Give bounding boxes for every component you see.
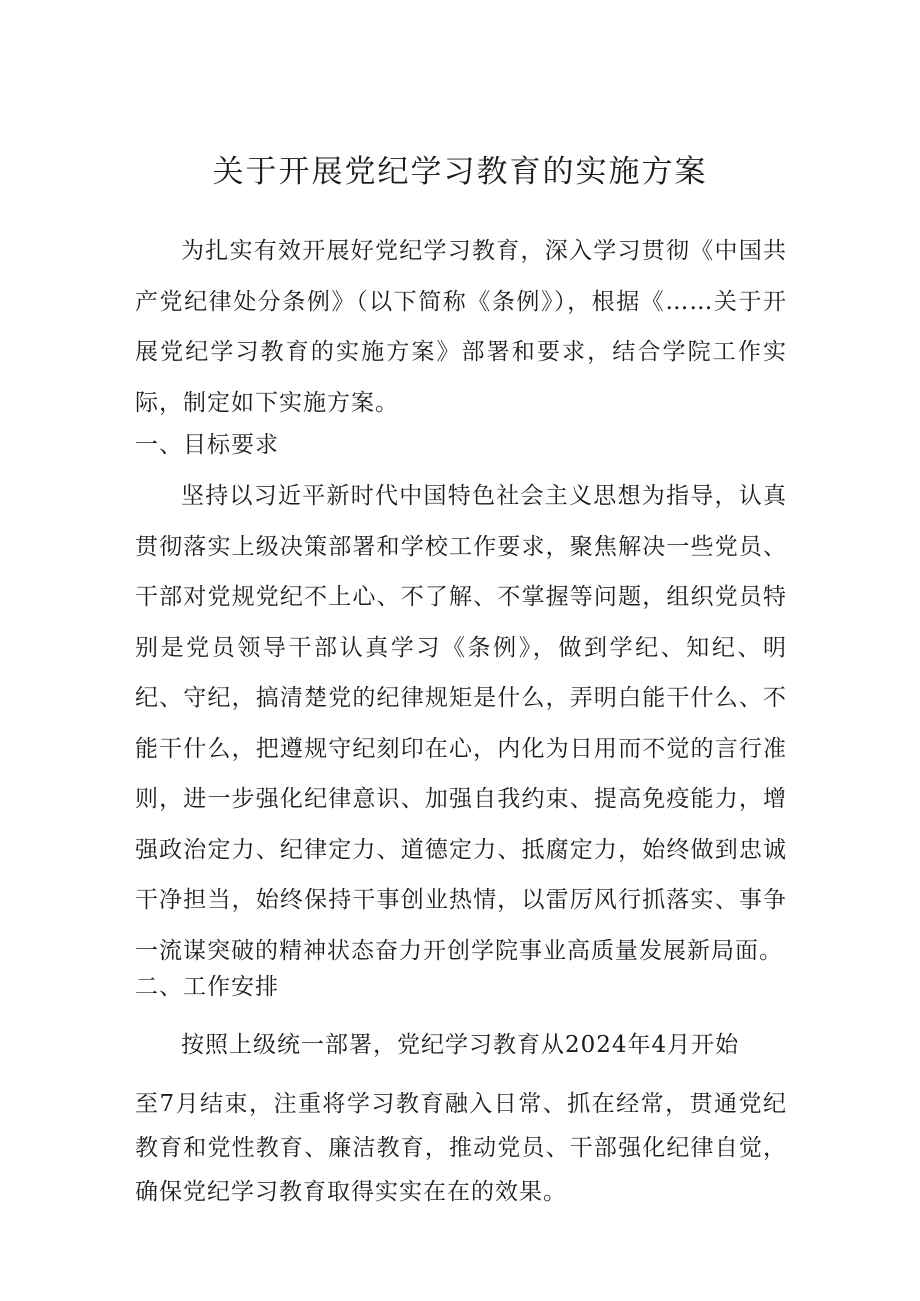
intro-paragraph: 为扎实有效开展好党纪学习教育，深入学习贯彻《中国共产党纪律处分条例》（以下简称《条例》），根据《……关于开展党纪学习教育的实施方案》部署和要求，结合学院工作实际，制定如下实施方案。: [135, 238, 787, 416]
arrangement-first-line: 按照上级统一部署，党纪学习教育从2024年4月开始: [181, 1032, 740, 1058]
document-title: 关于开展党纪学习教育的实施方案: [212, 154, 708, 190]
goals-paragraph: 坚持以习近平新时代中国特色社会主义思想为指导，认真贯彻落实上级决策部署和学校工作要求，聚焦解决一些党员、干部对党规党纪不上心、不了解、不掌握等问题，组织党员特别是党员领导干部认真学习《条例》，做到学纪、知纪、明纪、守纪，搞清楚党的纪律规矩是什么，弄明白能干什么、不能干什么，把遵规守纪刻印在心，内化为日用而不觉的言行准则，进一步强化纪律意识、加强自我约束、提高免疫能力，增强政治定力、纪律定力、道德定力、抵腐定力，始终做到忠诚干净担当，始终保持干事创业热情，以雷厉风行抓落实、事争一流谋突破的精神状态奋力开创学院事业高质量发展新局面。: [135, 483, 787, 964]
section-heading-goals: 一、目标要求: [135, 432, 279, 458]
arrangement-paragraph: 至7月结束，注重将学习教育融入日常、抓在经常，贯通党纪教育和党性教育、廉洁教育，推动党员、干部强化纪律自觉，确保党纪学习教育取得实实在在的效果。: [135, 1091, 787, 1205]
section-heading-arrangement: 二、工作安排: [135, 974, 279, 1000]
